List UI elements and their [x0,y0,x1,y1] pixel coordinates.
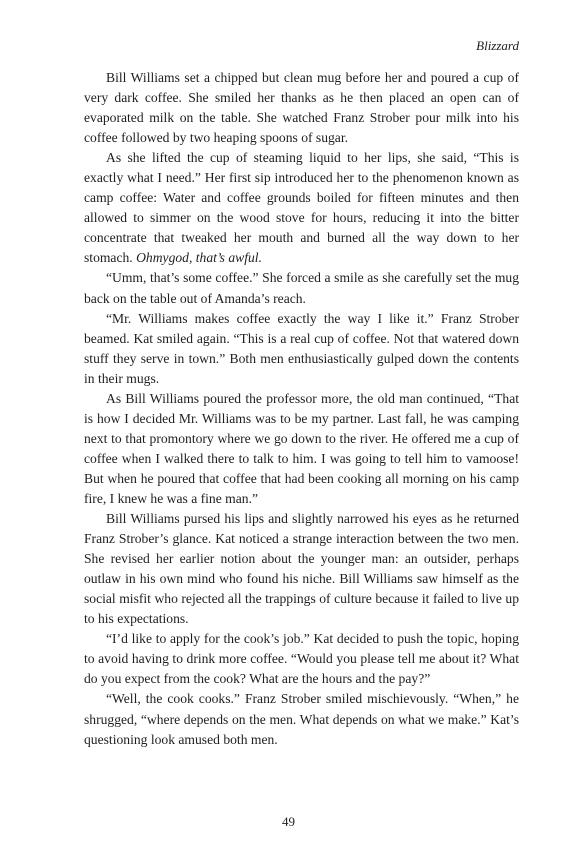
paragraph [84,68,519,148]
paragraph-text: As Bill Williams poured the professor more, the old man continued, “That is how I decided Mr. Williams was to be my partner. Last fall, he was camping next to that promontory where we go down to the river. He offered me a cup of coffee when I walked there to talk to him. I was going to tell him to vamoose! But when he poured that coffee that had been cooking all morning on his camp fire, I knew he was a fine man.” [84,390,519,506]
paragraph [84,689,519,749]
paragraph [84,389,519,509]
paragraph [84,509,519,629]
paragraph [84,309,519,389]
italic-thought: Ohmygod, that’s awful. [136,250,262,266]
paragraph-text: “I’d like to apply for the cook’s job.” Kat decided to push the topic, hoping to avoid having to drink more coffee. “Would you please tell me about it? What do you expect from the cook? What are the hours and the pay?” [84,631,519,687]
paragraph [84,629,519,689]
paragraph-text: “Umm, that’s some coffee.” She forced a smile as she carefully set the mug back on the table out of Amanda’s reach. [84,270,519,306]
paragraph [84,268,519,308]
paragraph-text: Bill Williams pursed his lips and slightly narrowed his eyes as he returned Franz Strober’s glance. Kat noticed a strange interaction between the two men. She revised her earlier notion about the younger man: an outsider, perhaps outlaw in his own mind who found his niche. Bill Williams saw himself as the social misfit who rejected all the trappings of culture because it failed to live up to his expectations. [84,511,519,627]
paragraph-text: Bill Williams set a chipped but clean mug before her and poured a cup of very dark coffee. She smiled her thanks as he then placed an open can of evaporated milk on the table. She watched Franz Strober pour milk into his coffee followed by two heaping spoons of sugar. [84,70,519,146]
body-text [84,68,519,750]
paragraph-text: “Well, the cook cooks.” Franz Strober smiled mischievously. “When,” he shrugged, “where depends on the men. What depends on what we make.” Kat’s questioning look amused both men. [84,691,519,747]
paragraph-text: “Mr. Williams makes coffee exactly the way I like it.” Franz Strober beamed. Kat smiled again. “This is a real cup of coffee. Not that watered down stuff they serve in town.” Both men enthusiastically gulped down the contents in their mugs. [84,310,519,386]
paragraph [84,148,519,268]
paragraph-text: As she lifted the cup of steaming liquid to her lips, she said, “This is exactly what I need.” Her first sip introduced her to the phenomenon known as camp coffee: Water and coffee grounds boiled for fifteen minutes and then allowed to simmer on the wood stove for hours, reducing it into the bitter concentrate that tweaked her mouth and burned all the way down to her stomach. [84,150,519,266]
running-header-title: Blizzard [476,38,519,53]
page-number: 49 [282,814,295,829]
